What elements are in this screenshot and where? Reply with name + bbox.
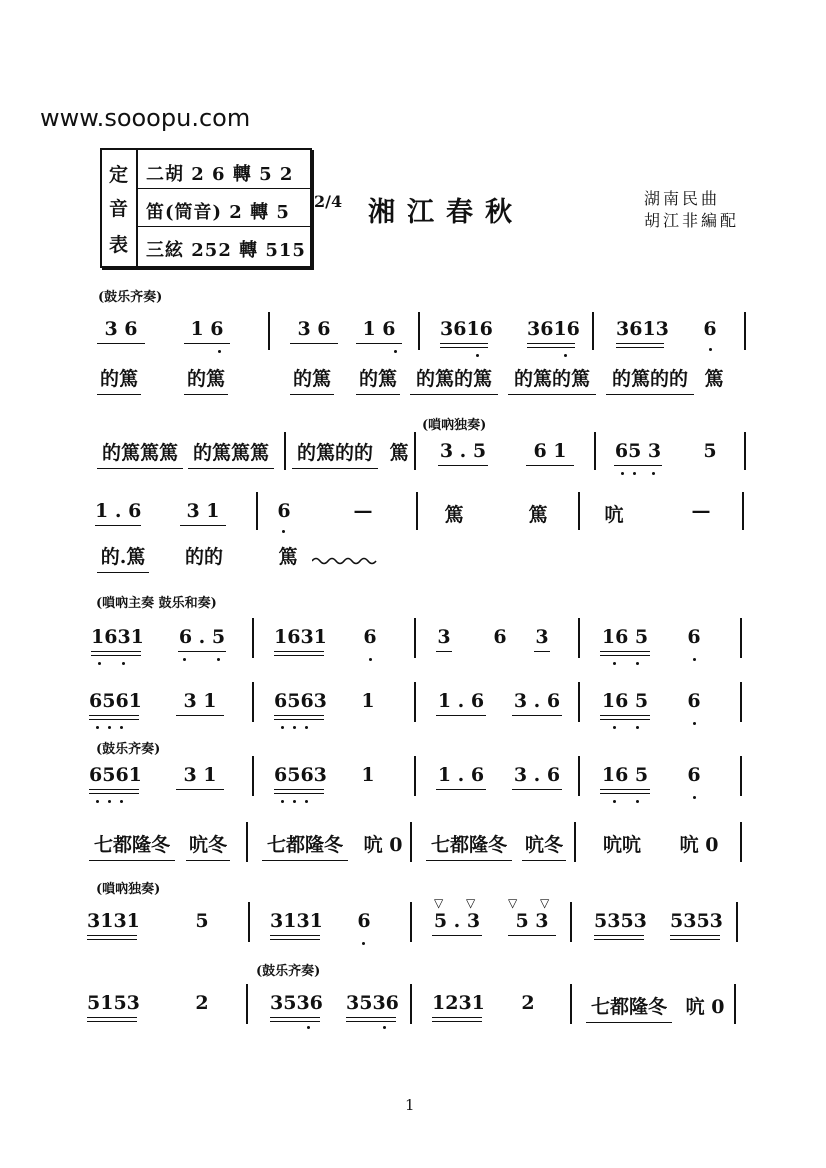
octave-dot [122, 662, 125, 665]
note-group: 1631 [274, 626, 324, 648]
bar-line [252, 618, 254, 658]
bar-line [418, 312, 420, 350]
note-group: 3131 [270, 910, 320, 932]
bar-line [570, 902, 572, 942]
note-group: 3616 [440, 318, 488, 340]
note-group: 3 . 6 [512, 690, 562, 712]
bar-line [410, 984, 412, 1024]
tuning-divider [138, 188, 310, 189]
syllable-group: 的篤 [290, 364, 334, 391]
syllable-group: 篤 [278, 546, 298, 568]
octave-dot [693, 796, 696, 799]
lyric-line-2 [0, 364, 826, 404]
octave-dot [282, 530, 285, 533]
score-line-11 [0, 992, 826, 1032]
site-watermark: www.sooopu.com [40, 104, 251, 132]
note-group: — [691, 500, 711, 522]
lyric-line-5 [0, 542, 826, 582]
octave-dot [218, 350, 221, 353]
syllable-group: 吭吭 [602, 834, 641, 856]
performance-note: (嗩吶主奏 鼓乐和奏) [96, 596, 217, 611]
note-group: 3 1 [176, 764, 224, 786]
octave-dot [120, 800, 123, 803]
note-group: 6561 [89, 690, 139, 712]
note-group: 5 3 [508, 910, 556, 932]
octave-dot [693, 658, 696, 661]
syllable-group: 篤 [444, 504, 464, 526]
note-group: 1 . 6 [95, 500, 141, 522]
bar-line [414, 432, 416, 470]
note-group: 3 6 [97, 318, 145, 340]
note-group: 1 . 6 [436, 690, 486, 712]
note-group: 3 1 [180, 500, 226, 522]
bar-line [578, 756, 580, 796]
bar-line [248, 902, 250, 942]
octave-dot [293, 726, 296, 729]
syllable-group: 的的 [184, 546, 223, 568]
syllable-group: 的篤篤篤 [188, 438, 274, 465]
accent-mark: ▽ [508, 896, 518, 910]
tuning-table [100, 148, 312, 268]
syllable-group: 七都隆冬 [586, 992, 672, 1019]
note-group: 1 . 6 [436, 764, 486, 786]
performance-note: (鼓乐齐奏) [98, 290, 163, 305]
score-line-10 [0, 896, 826, 950]
syllable-group: 的篤的篤 [508, 364, 596, 391]
note-group: 5353 [594, 910, 644, 932]
octave-dot [394, 350, 397, 353]
syllable-group: 的.篤 [97, 542, 149, 569]
syllable-group: 篤 [389, 442, 409, 464]
note-group: 1 6 [356, 318, 402, 340]
note-group: 6 [363, 626, 377, 648]
octave-dot [652, 472, 655, 475]
note-group: 16 5 [600, 690, 650, 712]
trill-wave [312, 556, 378, 566]
note-group: 5353 [670, 910, 720, 932]
bar-line [742, 492, 744, 530]
octave-dot [693, 722, 696, 725]
note-group: 16 5 [600, 626, 650, 648]
score-line-8 [0, 764, 826, 804]
note-group: 65 3 [614, 440, 662, 462]
bar-line [256, 492, 258, 530]
tuning-label-3: 表 [109, 234, 129, 256]
octave-dot [293, 800, 296, 803]
bar-line [246, 984, 248, 1024]
note-group: 16 5 [600, 764, 650, 786]
bar-line [414, 618, 416, 658]
note-group: 6563 [274, 690, 324, 712]
octave-dot [564, 354, 567, 357]
syllable-group: 篤 [528, 504, 548, 526]
bar-line [284, 432, 286, 470]
octave-dot [96, 726, 99, 729]
note-group: 1 [361, 764, 375, 786]
octave-dot [96, 800, 99, 803]
bar-line [578, 492, 580, 530]
octave-dot [636, 800, 639, 803]
octave-dot [305, 726, 308, 729]
syllable-group: 吭冬 [186, 830, 230, 857]
octave-dot [98, 662, 101, 665]
octave-dot [369, 658, 372, 661]
note-group: 3 . 6 [512, 764, 562, 786]
bar-line [578, 618, 580, 658]
bar-line [416, 492, 418, 530]
performance-note: (嗩吶独奏) [422, 418, 487, 433]
time-signature: 2/4 [314, 192, 343, 211]
note-group: 6 [277, 500, 291, 522]
performance-note: (嗩吶独奏) [96, 882, 161, 897]
note-group: 6 1 [526, 440, 574, 462]
score-line-3 [0, 438, 826, 478]
octave-dot [281, 800, 284, 803]
syllable-group: 的篤的的 [292, 438, 378, 465]
bar-line [740, 618, 742, 658]
note-group: 1631 [91, 626, 141, 648]
octave-dot [709, 348, 712, 351]
note-group: 5153 [87, 992, 137, 1014]
bar-line [570, 984, 572, 1024]
performance-note: (鼓乐齐奏) [256, 964, 321, 979]
syllable-group: 的篤 [97, 364, 141, 391]
note-group: 3 6 [290, 318, 338, 340]
note-group: 5 [703, 440, 717, 462]
syllable-group: 的篤篤篤 [97, 438, 183, 465]
syllable-group: 七都隆冬 [89, 830, 175, 857]
note-group: 6 [687, 764, 701, 786]
credit-arranger: 胡江非編配 [644, 211, 740, 230]
bar-line [574, 822, 576, 862]
note-group: 3 [534, 626, 550, 648]
score-line-1 [0, 316, 826, 356]
note-group: 3616 [527, 318, 575, 340]
bar-line [736, 902, 738, 942]
syllable-group: 吭冬 [522, 830, 566, 857]
accent-mark: ▽ [466, 896, 476, 910]
tuning-dizi: 笛(筒音) 2 轉 5 [146, 202, 290, 223]
note-group: 6 [687, 626, 701, 648]
tuning-sanxian: 三絃 252 轉 515 [146, 240, 306, 261]
credit-origin: 湖南民曲 [644, 189, 721, 208]
bar-line [252, 756, 254, 796]
octave-dot [108, 726, 111, 729]
tuning-table-header [102, 150, 138, 266]
note-group: 2 [195, 992, 209, 1014]
note-group: 6 [703, 318, 717, 340]
note-group: 1 6 [184, 318, 230, 340]
tuning-label-2: 音 [109, 198, 129, 220]
octave-dot [305, 800, 308, 803]
syllable-group: 吭 0 [679, 834, 719, 856]
octave-dot [383, 1026, 386, 1029]
performance-note: (鼓乐齐奏) [96, 742, 161, 757]
note-group: 6563 [274, 764, 324, 786]
piece-title: 湘江春秋 [368, 197, 524, 228]
note-group: 3 1 [176, 690, 224, 712]
octave-dot [476, 354, 479, 357]
octave-dot [120, 726, 123, 729]
syllable-group: 的篤 [356, 364, 400, 391]
note-group: 2 [521, 992, 535, 1014]
tuning-erhu: 二胡 2 6 轉 5 2 [146, 164, 294, 185]
bar-line [740, 756, 742, 796]
octave-dot [217, 658, 220, 661]
bar-line [594, 432, 596, 470]
bar-line [744, 312, 746, 350]
score-line-6 [0, 626, 826, 666]
octave-dot [281, 726, 284, 729]
note-group: 6 . 5 [178, 626, 226, 648]
note-group: 3 . 5 [438, 440, 488, 462]
score-line-7 [0, 690, 826, 730]
bar-line [744, 432, 746, 470]
tuning-label-1: 定 [109, 164, 129, 186]
note-group: 5 . 3 [432, 910, 482, 932]
octave-dot [362, 942, 365, 945]
bar-line [592, 312, 594, 350]
syllable-group: 吭 [604, 504, 624, 526]
bar-line [246, 822, 248, 862]
bar-line [410, 822, 412, 862]
note-group: 1231 [432, 992, 482, 1014]
note-group: 3131 [87, 910, 137, 932]
octave-dot [613, 726, 616, 729]
accent-mark: ▽ [434, 896, 444, 910]
bar-line [410, 902, 412, 942]
syllable-group: 吭 0 [363, 834, 403, 856]
bar-line [734, 984, 736, 1024]
tuning-divider [138, 226, 310, 227]
bar-line [414, 682, 416, 722]
note-group: 5 [195, 910, 209, 932]
bar-line [268, 312, 270, 350]
note-group: 6561 [89, 764, 139, 786]
note-group: 3536 [346, 992, 396, 1014]
bar-line [252, 682, 254, 722]
note-group: 6 [493, 626, 507, 648]
syllable-group: 七都隆冬 [262, 830, 348, 857]
note-group: 3 [436, 626, 452, 648]
syllable-group: 吭 0 [685, 996, 725, 1018]
bar-line [740, 682, 742, 722]
octave-dot [613, 800, 616, 803]
octave-dot [183, 658, 186, 661]
octave-dot [633, 472, 636, 475]
note-group: 6 [687, 690, 701, 712]
note-group: 1 [361, 690, 375, 712]
octave-dot [613, 662, 616, 665]
note-group: — [353, 500, 373, 522]
syllable-group: 的篤 [184, 364, 228, 391]
bar-line [414, 756, 416, 796]
octave-dot [636, 726, 639, 729]
syllable-group: 七都隆冬 [426, 830, 512, 857]
octave-dot [621, 472, 624, 475]
octave-dot [307, 1026, 310, 1029]
score-line-4 [0, 498, 826, 538]
note-group: 6 [357, 910, 371, 932]
syllable-group: 的篤的篤 [410, 364, 498, 391]
bar-line [578, 682, 580, 722]
note-group: 3613 [616, 318, 664, 340]
syllable-group: 篤 [704, 368, 724, 390]
lyric-line-9 [0, 830, 826, 870]
accent-mark: ▽ [540, 896, 550, 910]
octave-dot [108, 800, 111, 803]
syllable-group: 的篤的的 [606, 364, 694, 391]
page-number: 1 [405, 1096, 415, 1114]
octave-dot [636, 662, 639, 665]
bar-line [740, 822, 742, 862]
note-group: 3536 [270, 992, 320, 1014]
